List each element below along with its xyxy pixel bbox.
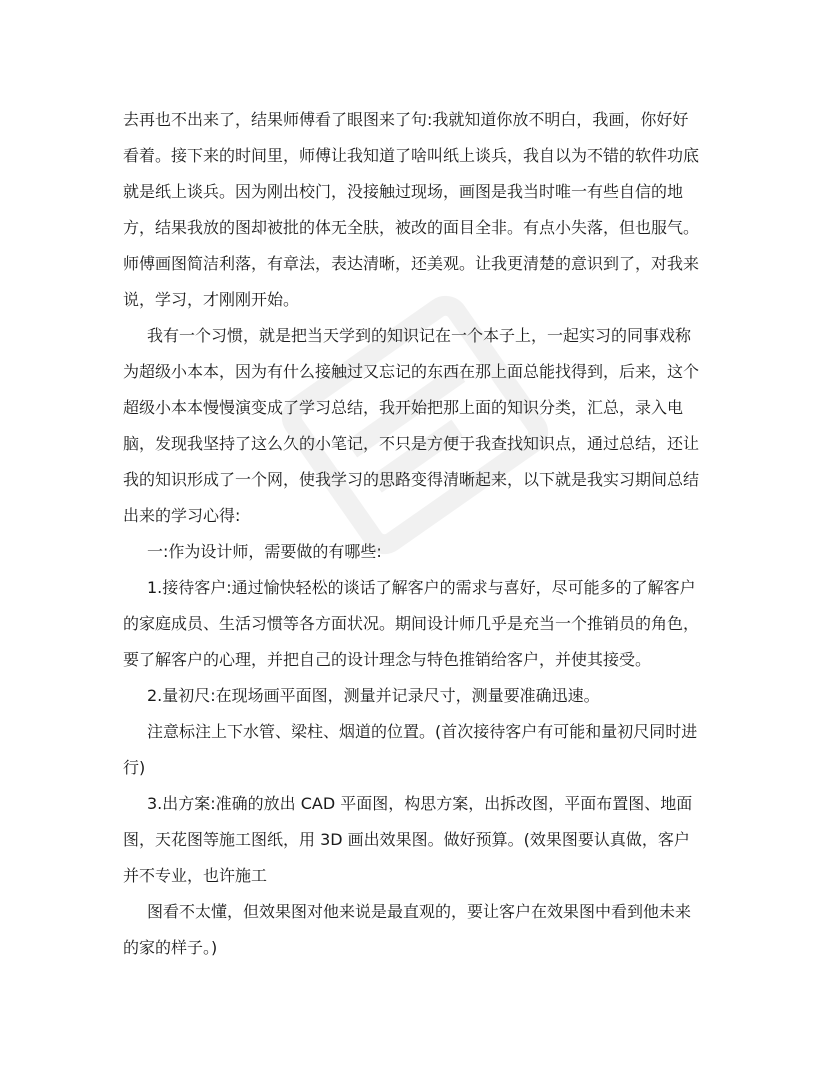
- text-line: 我有一个习惯，就是把当天学到的知识记在一个本子上，一起实习的同事戏称: [147, 326, 692, 345]
- text-line: 要了解客户的心理，并把自己的设计理念与特色推销给客户，并使其接受。: [123, 650, 652, 669]
- text-line: 图看不太懂，但效果图对他来说是最直观的，要让客户在效果图中看到他未来: [147, 902, 692, 921]
- document-body: [123, 102, 709, 966]
- text-line: 去再也不出来了，结果师傅看了眼图来了句:我就知道你放不明白，我画，你好好: [123, 110, 689, 129]
- text-line: 的家庭成员、生活习惯等各方面状况。期间设计师几乎是充当一个推销员的角色，: [123, 614, 700, 633]
- text-line: 师傅画图简洁利落，有章法，表达清晰，还美观。让我更清楚的意识到了，对我来: [123, 254, 700, 273]
- text-line: 3.出方案:准确的放出 CAD 平面图，构思方案，出拆改图，平面布置图、地面: [147, 794, 693, 813]
- text-line: 超级小本本慢慢演变成了学习总结，我开始把那上面的知识分类，汇总，录入电: [123, 398, 684, 417]
- text-line: 一:作为设计师，需要做的有哪些:: [147, 542, 382, 561]
- text-line: 就是纸上谈兵。因为刚出校门，没接触过现场，画图是我当时唯一有些自信的地: [123, 182, 684, 201]
- text-line: 看着。接下来的时间里，师傅让我知道了啥叫纸上谈兵，我自以为不错的软件功底: [123, 146, 700, 165]
- text-line: 并不专业，也许施工: [123, 866, 268, 885]
- text-line: 为超级小本本，因为有什么接触过又忘记的东西在那上面总能找得到，后来，这个: [123, 362, 700, 381]
- text-line: 图，天花图等施工图纸，用 3D 画出效果图。做好预算。(效果图要认真做，客户: [123, 830, 690, 849]
- text-line: 方，结果我放的图却被批的体无全肤，被改的面目全非。有点小失落，但也服气。: [123, 218, 700, 237]
- text-line: 说，学习，才刚刚开始。: [123, 290, 300, 309]
- text-line: 我的知识形成了一个网，使我学习的思路变得清晰起来，以下就是我实习期间总结: [123, 470, 700, 489]
- text-line: 行): [123, 758, 146, 777]
- text-line: 的家的样子。): [123, 938, 218, 957]
- text-line: 出来的学习心得:: [123, 506, 241, 525]
- text-line: 2.量初尺:在现场画平面图，测量并记录尺寸，测量要准确迅速。: [147, 686, 600, 705]
- text-line: 1.接待客户:通过愉快轻松的谈话了解客户的需求与喜好，尽可能多的了解客户: [147, 578, 696, 597]
- text-line: 脑，发现我坚持了这么久的小笔记，不只是方便于我查找知识点，通过总结，还让: [123, 434, 700, 453]
- text-line: 注意标注上下水管、梁柱、烟道的位置。(首次接待客户有可能和量初尺同时进: [147, 722, 698, 741]
